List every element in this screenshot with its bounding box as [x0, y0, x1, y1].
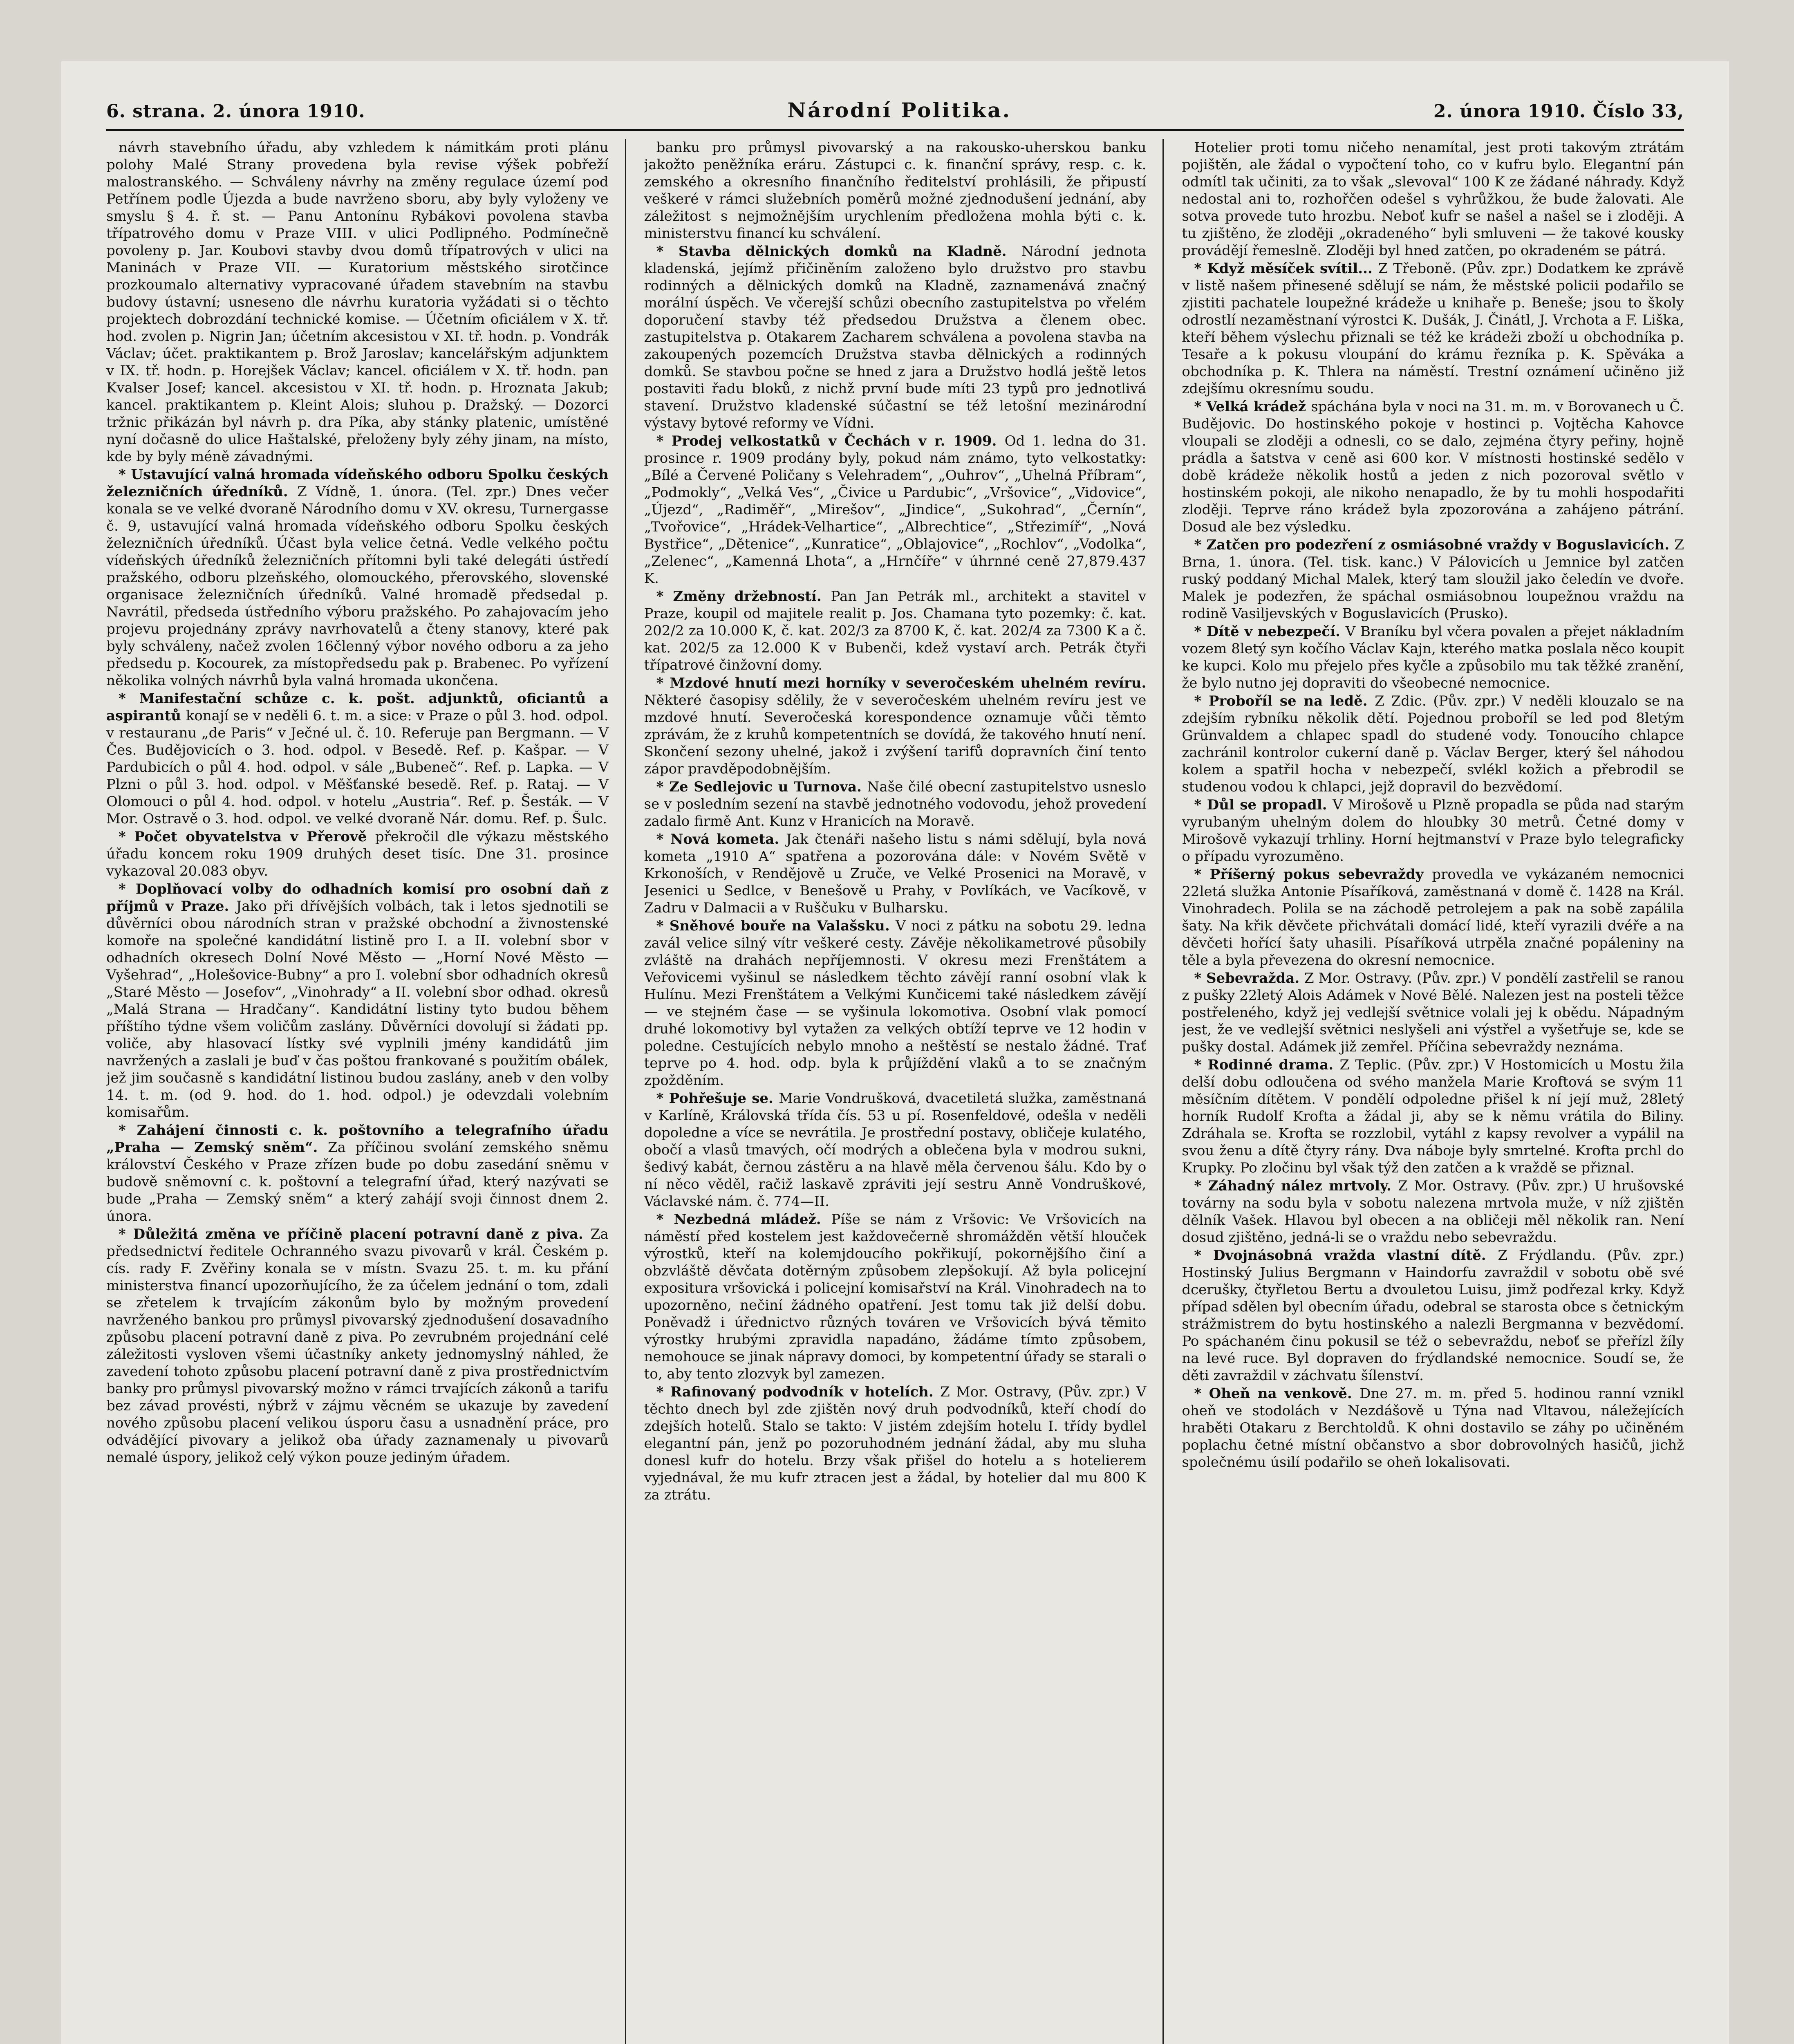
- article-heading: * Nezbedná mládež.: [656, 1211, 831, 1228]
- article-paragraph: [106, 466, 609, 689]
- article-paragraph: [106, 1122, 609, 1225]
- article-text: V Braníku byl včera povalen a přejet nákladním vozem 8letý syn kočího Václav Kajn, kterého matka poslala něco koupit ke kupci. Kolo mu přejelo přes kyčle a způsobilo mu tak těžké zranění, že bylo nutno jej dopraviti do všeobecné nemocnice.: [1182, 623, 1684, 691]
- article-paragraph: [644, 588, 1147, 674]
- article-paragraph: [106, 1226, 609, 1466]
- article-paragraph: [1182, 623, 1684, 692]
- article-paragraph: [1182, 1177, 1684, 1246]
- header-rule: [106, 129, 1684, 131]
- page-header: [106, 98, 1684, 129]
- article-paragraph: [1182, 536, 1684, 622]
- article-paragraph: [106, 690, 609, 827]
- article-heading: * Dítě v nebezpečí.: [1194, 623, 1346, 640]
- article-text: Naše čilé obecní zastupitelstvo usneslo se v posledním sezení na stavbě jednotného vodovodu, jehož provedení zadalo firmě Ant. Kunz v Hranicích na Moravě.: [644, 779, 1147, 829]
- article-heading: * Prodej velkostatků v Čechách v r. 1909.: [656, 433, 1005, 449]
- article-paragraph: [1182, 260, 1684, 397]
- article-paragraph: [644, 675, 1147, 778]
- article-paragraph: [1182, 970, 1684, 1056]
- article-text: Z Třeboně. (Pův. zpr.) Dodatkem ke zprávě v listě našem přinesené sdělují se nám, že městské policii podařilo se zjistiti pachatele loupežné krádeže u knihaře p. Beneše; jsou to školy odrostlí nezaměstnaní výrostci K. Dušák, J. Činátl, J. Vrchota a F. Liška, kteří během výslechu přiznali se též ke krádeži zboží u obchodníka p. Tesaře a k pokusu vloupání do krámu řezníka p. K. Spěváka a obchodníka p. K. Thlera na náměstí. Trestní oznámení učiněno již zdejšímu okresnímu soudu.: [1182, 260, 1684, 397]
- article-paragraph: [1182, 1247, 1684, 1384]
- article-heading: * Počet obyvatelstva v Přerově: [119, 829, 375, 845]
- article-text: Za předsednictví ředitele Ochranného svazu pivovarů v král. Českém p. cís. rady F. Zvěřiny konala se v místn. Svazu 25. t. m. ku přání ministerstva financí upozorňujícího, že za účelem jednání o tom, zdali se zřetelem k trvajícím zákonům bylo by možným provedení navrženého bankou pro průmysl pivovarský zjednodušení dosavadního způsobu placení potravní daně z piva. Po zevrubném projednání celé záležitosti vysloven všemi účastníky ankety jednomyslný náhled, že zavedení tohoto způsobu placení potravní daně z piva prostřednictvím banky pro průmysl pivovarský možno v rámci trvajících zákonů a tarifu bez závad provésti, nýbrž v zájmu věcném se ukazuje by zavedení nového způsobu placení velikou úsporu času a usnadnění práce, pro odvádějící pivovary a jelikož oba úřady zaznamenaly u pivovarů nemalé úspory, jelikož celý výkon pouze jediným úřadem.: [106, 1226, 609, 1466]
- header-left: 6. strana. 2. února 1910.: [106, 101, 365, 122]
- article-text: Jako při dřívějších volbách, tak i letos sjednotili se důvěrníci obou národních stran v pražské obchodní a živnostenské komoře na společné kandidátní listině pro I. a II. volební sbor v odhadních okresech Dolní Nové Město — „Horní Nové Město — Vyšehrad“, „Holešovice-Bubny“ a pro I. volební sbor odhadních okresů „Staré Město — Josefov“, „Vinohrady“ a II. volební sbor odhad. okresů „Malá Strana — Hradčany“. Kandidátní listiny tyto budou během příštího týdne všem voličům zaslány. Důvěrníci dovolují si žádati pp. voliče, aby hlasovací lístky své vyplnili jmény kandidátů jim navržených a zaslali je buď v čas poštou frankované s použitím obálek, jež jim současně s kandidátní listinou budou zaslány, aneb v den volby 14. t. m. (od 9. hod. do 1. hod. odpol.) je odevzdali volebním komisařům.: [106, 898, 609, 1121]
- article-heading: * Stavba dělnických domků na Kladně.: [656, 243, 1021, 260]
- article-paragraph: [1182, 693, 1684, 796]
- article-paragraph: [1182, 1385, 1684, 1471]
- article-heading: * Příšerný pokus sebevraždy: [1194, 866, 1432, 883]
- article-heading: * Důl se propadl.: [1194, 797, 1333, 813]
- article-heading: * Důležitá změna ve příčině placení potravní daně z piva.: [119, 1226, 591, 1242]
- article-heading: * Oheň na venkově.: [1194, 1385, 1360, 1402]
- article-text: Z Frýdlandu. (Pův. zpr.) Hostinský Julius Bergmann v Haindorfu zavraždil v sobotu obě své dcerušky, čtyřletou Bertu a dvouletou Luisu, jimž podřezal krky. Když případ sdělen byl obecním úřadu, odebral se starosta obce s četnickým strážmistrem do bytu hostinského a nalezli Bergmanna v bezvědomí. Po spáchaném činu pokusil se též o sebevraždu, neboť se přeřízl žíly na levé ruce. Byl dopraven do frýdlandské nemocnice. Soudí se, že děti zavraždil v záchvatu šílenství.: [1182, 1247, 1684, 1384]
- masthead: Národní Politika.: [787, 98, 1012, 122]
- article-text: Z Mor. Ostravy, (Pův. zpr.) V těchto dnech byl zde zjištěn nový druh podvodníků, kteří chodí do zdejších hotelů. Stalo se takto: V jistém zdejším hotelu I. třídy bydlel elegantní pán, jenž po pozoruhodném jednání žádal, aby mu sluha donesl kufr do hotelu. Brzy však přišel do hotelu a s hotelierem vyjednával, že mu kufr ztracen jest a žádal, by hotelier dal mu 800 K za ztrátu.: [644, 1384, 1147, 1503]
- article-text: Z Mor. Ostravy. (Pův. zpr.) V pondělí zastřelil se ranou z pušky 22letý Alois Adámek v Nové Bělé. Nalezen jest na posteli těžce postřeleného, když jej vedlejší světnice volali jej k obědu. Nápadným jest, že ve vedlejší světnici neslyšeli ani výstřel a vyšetřuje se, kde se pušky dostal. Adámek již zemřel. Příčina sebevraždy neznáma.: [1182, 970, 1684, 1055]
- article-text: provedla ve vykázaném nemocnici 22letá služka Antonie Písaříková, zaměstnaná v domě č. 1428 na Král. Vinohradech. Polila se na záchodě petrolejem a pak na sobě zapálila šaty. Na křik děvčete přichvátali domácí lidé, kteří vyrazili dvéře a na děvčeti hořící šaty uhasili. Písaříková utrpěla značné popáleniny na těle a byla převezena do okresní nemocnice.: [1182, 866, 1684, 968]
- article-heading: * Záhadný nález mrtvoly.: [1194, 1178, 1398, 1194]
- article-heading: * Mzdové hnutí mezi horníky v severočeském uhelném revíru.: [656, 675, 1147, 691]
- article-paragraph: [106, 881, 609, 1121]
- article-paragraph: [106, 828, 609, 880]
- article-paragraph: [1182, 139, 1684, 259]
- article-heading: * Zahájení činnosti c. k. poštovního a telegrafního úřadu „Praha — Zemský sněm“.: [106, 1122, 609, 1156]
- article-text: Marie Vondrušková, dvacetiletá služka, zaměstnaná v Karlíně, Královská třída čís. 53 u pí. Rosenfeldové, odešla v neděli dopoledne a více se nevrátila. Je prostřední postavy, obličeje kulatého, obočí a vlasů tmavých, očí modrých a oblečena byla v modrou sukni, šedivý kabát, černou zástěru a na hlavě měla červenou šálu. Kdo by o ní něco věděl, račiž laskavě zpráviti její sestru Anně Vondruškové, Václavské nám. č. 774—II.: [644, 1090, 1147, 1210]
- article-text: spáchána byla v noci na 31. m. m. v Borovanech u Č. Budějovic. Do hostinského pokoje v hostinci p. Vojtěcha Kahovce vloupali se zloději a odnesli, co se dalo, zejména čtyry peřiny, hojně prádla a šatstva v ceně asi 600 kor. V místnosti hostinské sedělo v době krádeže několik hostů a jeden z nich pozoroval světlo v hostinském pokoji, ale nikoho nenapadlo, že by tu mohli hospodařiti zloději. Teprve ráno krádež byla zpozorována a zahájeno pátrání. Dosud ale bez výsledku.: [1182, 399, 1684, 535]
- article-text: Z Zdic. (Pův. zpr.) V neděli klouzalo se na zdejším rybníku několik dětí. Pojednou proboříl se led pod 8letým Grünvaldem a chlapec spadl do studené vody. Tonoucího chlapce zachránil kontrolor cukerní daně p. Václav Berger, který šel náhodou kolem a spatřil hocha v nebezpečí, svlékl kožich a přebrodil se studenou vodou k chlapci, jejž dopravil do bezvědomí.: [1182, 693, 1684, 795]
- article-paragraph: [644, 433, 1147, 587]
- article-text: Pan Jan Petrák ml., architekt a stavitel v Praze, koupil od majitele realit p. Jos. Chamana tyto pozemky: č. kat. 202/2 za 10.000 K, č. kat. 202/3 za 8700 K, č. kat. 202/4 za 7300 K a č. kat. 202/5 za 12.000 K v Bubenči, kdež vystaví arch. Petrák čtyři třípatrové činžovní domy.: [644, 588, 1147, 673]
- article-heading: * Proboříl se na ledě.: [1194, 693, 1375, 709]
- column-3: [1182, 139, 1684, 2044]
- article-text: Jak čtenáři našeho listu s námi sdělují, byla nová kometa „1910 A“ spatřena a pozorována dále: v Novém Světě v Krkonoších, v Rendějově u Zruče, ve Velké Prosenici na Moravě, v Jesenici u Sedlce, v Benešově u Prahy, v Povlíkách, ve Vacíkově, v Zadru v Dalmacii a v Ruščuku v Bulharsku.: [644, 831, 1147, 916]
- article-paragraph: [644, 917, 1147, 1089]
- article-text: Z Mor. Ostravy. (Pův. zpr.) U hrušovské továrny na sodu byla v sobotu nalezena mrtvola muže, v níž zjištěn dělník Vašek. Hlavou byl obecen a na obličeji měl několik ran. Není dosud zjištěno, jedná-li se o vraždu nebo sebevraždu.: [1182, 1178, 1684, 1246]
- article-heading: * Rodinné drama.: [1194, 1057, 1340, 1073]
- article-paragraph: [644, 1383, 1147, 1504]
- article-text: konají se v neděli 6. t. m. a sice: v Praze o půl 3. hod. odpol. v restauranu „de Paris“ v Ječné ul. č. 10. Referuje pan Bergmann. — V Čes. Budějovicích o 3. hod. odpol. v Besedě. Ref. p. Kašpar. — V Pardubicích o půl 4. hod. odpol. v sále „Bubeneč“. Ref. p. Lapka. — V Plzni o půl 3. hod. odpol. v Měšťanské besedě. Ref. p. Rataj. — V Olomouci o půl 4. hod. odpol. v hotelu „Austria“. Ref. p. Šesták. — V Mor. Ostravě o 3. hod. odpol. ve velké dvoraně Nár. domu. Ref. p. Šulc.: [106, 708, 609, 827]
- newspaper-page: [61, 61, 1729, 2044]
- column-1: [106, 139, 626, 2044]
- article-heading: * Ze Sedlejovic u Turnova.: [656, 779, 867, 795]
- article-text: V Mirošově u Plzně propadla se půda nad starým vyrubaným uhelným dolem do hloubky 30 metrů. Četné domy v Mirošově vykazují trhliny. Horní hejtmanství v Praze bylo telegraficky o případu vyrozuměno.: [1182, 797, 1684, 865]
- article-heading: * Doplňovací volby do odhadních komisí pro osobní daň z příjmů v Praze.: [106, 881, 609, 914]
- article-paragraph: [644, 1090, 1147, 1210]
- article-text: Hotelier proti tomu ničeho nenamítal, jest proti takovým ztrátám pojištěn, ale žádal o vypočtení toho, co v kufru bylo. Elegantní pán odmítl tak učiniti, za to však „slevoval“ 100 K ze žádané náhrady. Když nedostal ani to, rozhořčen odešel s vyhrůžkou, že bude žalovati. Ale sotva provede tuto hrozbu. Neboť kufr se našel a našel se i zloději. A tu zjištěno, že zloději „okradeného“ byli smluveni — že takové kousky provádějí řemeslně. Zloději byl hned zatčen, po okradeném se pátrá.: [1182, 139, 1684, 259]
- article-paragraph: [644, 243, 1147, 432]
- article-paragraph: [644, 831, 1147, 917]
- article-text: Národní jednota kladenská, jejímž přičiněním založeno bylo družstvo pro stavbu rodinných a dělnických domků na Kladně, zaznamenává značný morální úspěch. Ve včerejší schůzi obecního zastupitelstva po vřelém doporučení stavby též předsedou Družstva a členem obec. zastupitelstva p. Otakarem Zacharem schválena a povolena stavba na zakoupených pozemcích Družstva stavba dělnických a rodinných domků. Se stavbou počne se hned z jara a Družstvo hodlá ještě letos postaviti řadu bloků, z nichž první bude míti 23 typů pro jednotlivá stavení. Družstvo kladenské súčastní se též letošní mezinárodní výstavy bytové reformy ve Vídni.: [644, 243, 1147, 431]
- header-right: 2. února 1910. Číslo 33,: [1433, 101, 1684, 122]
- article-heading: * Sněhové bouře na Valašsku.: [656, 918, 896, 934]
- article-text: V noci z pátku na sobotu 29. ledna zavál velice silný vítr veškeré cesty. Závěje několikametrové působily zvláště na drahách nepříjemnosti. V okresu mezi Frenštátem a Veřovicemi vyšinul se následkem těchto závějí ranní osobní vlak k Hulínu. Mezi Frenštátem a Velkými Kunčicemi také následkem závějí — ve stejném čase — se vyšinula lokomotiva. Osobní vlak pomocí druhé lokomotivy byl vytažen za velkých obtíží teprve ve 12 hodin v poledne. Cestujících nebylo mnoho a neštěstí se nestalo žádné. Trať teprve po 4. hod. odp. byla k průjíždění vlaků a to se značným zpožděním.: [644, 918, 1147, 1089]
- article-heading: * Zatčen pro podezření z osmiásobné vraždy v Boguslavicích.: [1194, 537, 1675, 553]
- article-text: Píše se nám z Vršovic: Ve Vršovicích na náměstí před kostelem jest každovečerně shromážděn větší hlouček výrostků, kteří na kolemjdoucího pokřikují, pokornějšího činí a obzvláště děvčata dotěrným způsobem zlepšokují. Až byla policejní expositura vršovická i policejní komisařství na Král. Vinohradech na to upozorněno, nečiní žádného opatření. Jest tomu tak již delší dobu. Poněvadž i úřednictvo různých továren ve Vršovicích bývá těmito výrostky hrubými zpravidla napadáno, žádáme tímto způsobem, nemohouce se jinak nápravy domoci, by kompetentní úřady se starali o to, aby tento zlozvyk byl zamezen.: [644, 1211, 1147, 1382]
- article-heading: * Manifestační schůze c. k. pošt. adjunktů, oficiantů a aspirantů: [106, 690, 609, 724]
- article-text: Z Vídně, 1. února. (Tel. zpr.) Dnes večer konala se ve velké dvoraně Národního domu v XV. okresu, Turnergasse č. 9, ustavující valná hromada vídeňského odboru Spolku českých železničních úředníků. Účast byla velice četná. Vedle velkého počtu vídeňských úředníků železničních přítomni byli také delegáti ústředí pražského, odboru plzeňského, olomouckého, přerovského, slovenské organisace železničních úředníků. Valné hromadě předsedal p. Navrátil, předseda ústředního výboru pražského. Po zahajovacím jeho projevu projednány zprávy navrhovatelů a čteny stanovy, které pak byly schváleny, načež zvolen 16členný výbor nového odboru a za jeho předsedu p. Kocourek, za místopředsedu pak p. Brabenec. Po vyřízení několika volných návrhů byla valná hromada ukončena.: [106, 484, 609, 689]
- article-paragraph: [644, 778, 1147, 830]
- article-text: banku pro průmysl pivovarský a na rakousko-uherskou banku jakožto peněžníka eráru. Zástupci c. k. finanční správy, resp. c. k. zemského a okresního finančního ředitelství prohlásili, že připustí veškeré v rámci služebních poměrů možné zjednodušení jednání, aby záležitost s nejmožnějším urychlením předložena mohla býti c. k. ministerstvu financí ku schválení.: [644, 139, 1147, 242]
- article-paragraph: [106, 139, 609, 465]
- article-paragraph: [1182, 398, 1684, 536]
- article-heading: * Když měsíček svítil...: [1194, 260, 1378, 277]
- article-paragraph: [644, 1211, 1147, 1383]
- article-heading: * Rafinovaný podvodník v hotelích.: [656, 1384, 941, 1400]
- article-text: návrh stavebního úřadu, aby vzhledem k námitkám proti plánu polohy Malé Strany provedena byla revise výšek pobřeží malostranského. — Schváleny návrhy na změny regulace území pod Petřínem podle Újezda a bude navrženo sboru, aby byly vyloženy ve smyslu § 4. ř. st. — Panu Antonínu Rybákovi povolena stavba třípatrového domu v Praze VIII. v ulici Podlipného. Podmínečně povoleny p. Jar. Koubovi stavby dvou domů třípatrových v ulici na Maninách v Praze VII. — Kuratorium městského sirotčince prozkoumalo alternativy vypracované úřadem stavebním na stavbu budovy ústavní; usneseno dle návrhu kuratoria vyžádati si o těchto projektech dobrozdání technické komise. — Účetním oficiálem v X. tř. hod. zvolen p. Nigrin Jan; účetním akcesistou v XI. tř. hodn. p. Vondrák Václav; účet. praktikantem p. Brož Jaroslav; kancelářským adjunktem v IX. tř. hodn. p. Horejšek Václav; kancel. oficiálem v X. tř. hodn. pan Kvalser Josef; kancel. akcesistou v XI. tř. hodn. p. Hroznata Jakub; kancel. praktikantem p. Kleint Alois; sluhou p. Dražský. — Dozorci tržnic přikázán byl návrh p. dra Píka, aby stánky platenic, umístěné nyní dočasně do ulice Haštalské, přeloženy byly zéhy jinam, na místo, kde by byly méně závadnými.: [106, 139, 609, 465]
- article-text: Některé časopisy sdělily, že v severočeském uhelném revíru jest ve mzdové hnutí. Severočeská korespondence oznamuje vůči těmto zprávám, že z kruhů kompetentních se dovídá, že takového hnutí není. Skončení sezony uhelné, jakož i zvýšení tarifů dopravních činí tento zápor pravděpodobnějším.: [644, 692, 1147, 777]
- article-heading: * Ustavující valná hromada vídeňského odboru Spolku českých železničních úředníků.: [106, 466, 609, 500]
- article-heading: * Pohřešuje se.: [656, 1090, 779, 1107]
- article-paragraph: [1182, 796, 1684, 865]
- article-text: překročil dle výkazu městského úřadu koncem roku 1909 druhých deset tisíc. Dne 31. prosince vykazoval 20.083 obyv.: [106, 829, 609, 879]
- article-text: Z Brna, 1. února. (Tel. tisk. kanc.) V Pálovicích u Jemnice byl zatčen ruský poddaný Michal Malek, který tam sloužil jako čeledín ve dvoře. Malek je podezřen, že spáchal osmiásobnou loupežnou vraždu na rodině Vasiljevských v Boguslavicích (Prusko).: [1182, 537, 1684, 622]
- article-heading: * Změny držebností.: [656, 588, 831, 605]
- article-text: Od 1. ledna do 31. prosince r. 1909 prodány byly, pokud nám známo, tyto velkostatky: „Bílé a Červené Poličany s Velehradem“, „Ouhrov“, „Uhelná Příbram“, „Podmokly“, „Velká Ves“, „Čivice u Pardubic“, „Vršovice“, „Vidovice“, „Újezd“, „Radiměř“, „Mirešov“, „Jindice“, „Sukohrad“, „Černín“, „Tvořovice“, „Hrádek-Velhartice“, „Albrechtice“, „Střezimíř“, „Nová Bystřice“, „Dětenice“, „Kunratice“, „Oblajovice“, „Rochlov“, „Vodolka“, „Zelenec“, „Kamenná Lhota“, a „Hrnčíře“ v úhrnné ceně 27,879.437 K.: [644, 433, 1147, 587]
- article-paragraph: [1182, 1056, 1684, 1177]
- column-2: [644, 139, 1164, 2044]
- article-paragraph: [1182, 866, 1684, 969]
- article-text: Z Teplic. (Pův. zpr.) V Hostomicích u Mostu žila delší dobu odloučena od svého manžela Marie Kroftová se svým 11 měsíčním dítětem. V pondělí odpoledne přišel k ní její muž, 28letý horník Rudolf Krofta a žádal ji, aby se k němu vrátila do Biliny. Zdráhala se. Krofta se rozzlobil, vytáhl z kapsy revolver a vypálil na svou ženu a dítě čtyry rány. Dva náboje byly smrtelné. Krofta prchl do Krupky. Po zločinu byl však týž den zatčen a k vraždě se přiznal.: [1182, 1057, 1684, 1176]
- article-heading: * Nová kometa.: [656, 831, 786, 847]
- article-heading: * Sebevražda.: [1194, 970, 1305, 986]
- article-columns: [106, 139, 1684, 2044]
- article-paragraph: [644, 139, 1147, 242]
- article-text: Dne 27. m. m. před 5. hodinou ranní vznikl oheň ve stodolách v Nezdášově u Týna nad Vltavou, náležejících hraběti Otakaru z Berchtoldů. K ohni dostavilo se záhy po učiněném poplachu četné místní občanstvo a sbor dobrovolných hasičů, jichž společnému úsilí podařilo se oheň lokalisovati.: [1182, 1385, 1684, 1470]
- article-heading: * Dvojnásobná vražda vlastní dítě.: [1194, 1247, 1498, 1264]
- article-text: Za příčinou svolání zemského sněmu království Českého v Praze zřízen bude po dobu zasedání sněmu v budově sněmovní c. k. poštovní a telegrafní úřad, který nazývati se bude „Praha — Zemský sněm“ a který zahájí svoji činnost dnem 2. února.: [106, 1139, 609, 1224]
- article-heading: * Velká krádež: [1194, 399, 1311, 415]
